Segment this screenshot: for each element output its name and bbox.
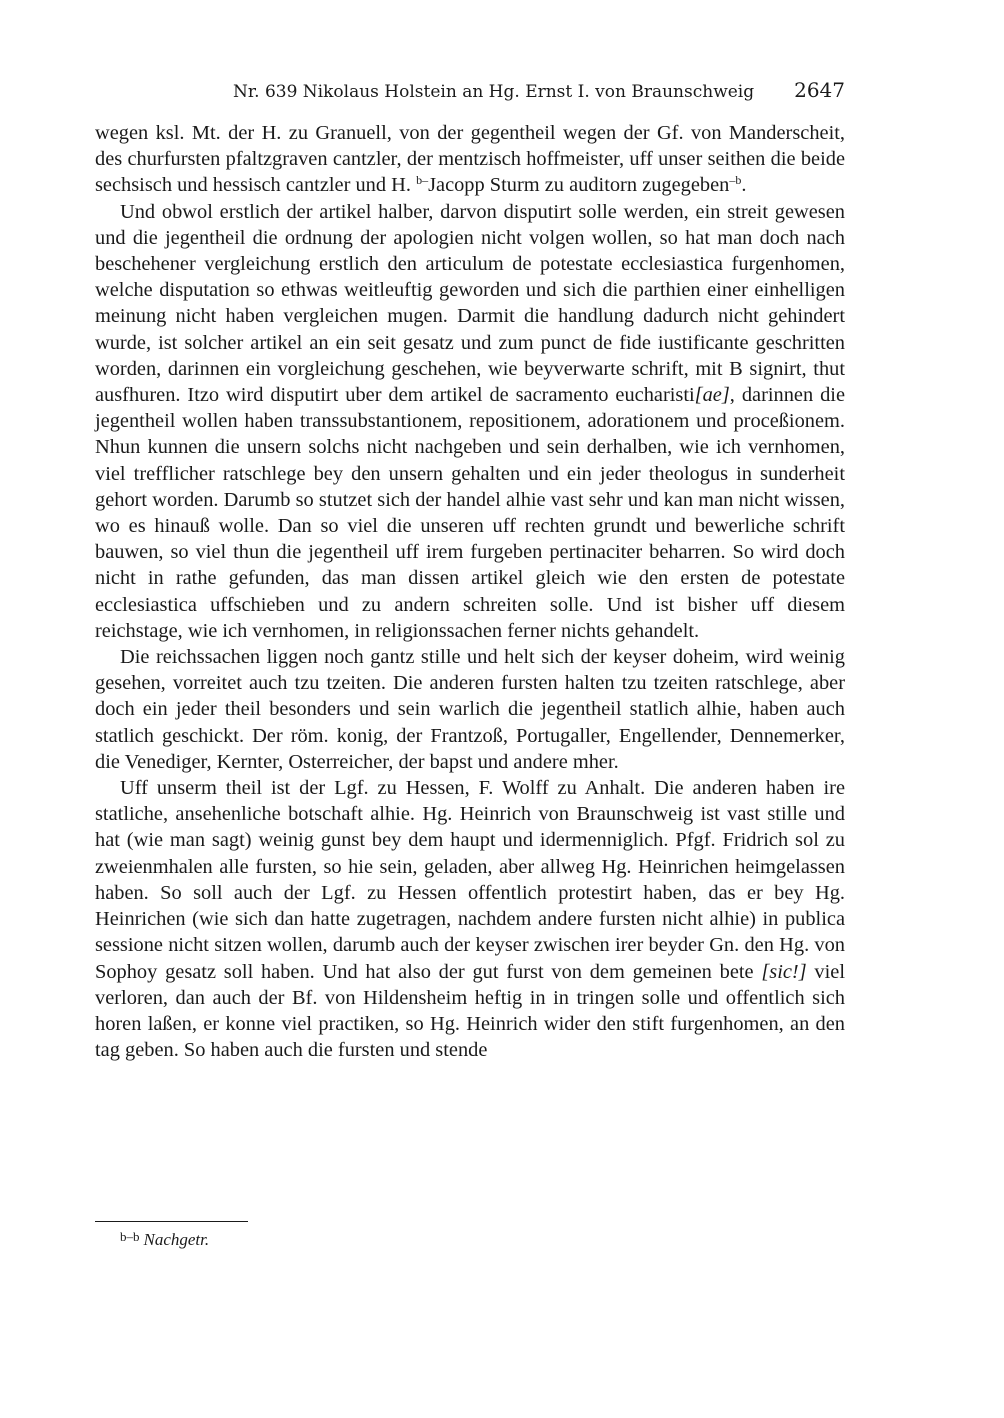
- paragraph-4: [95, 775, 845, 1063]
- paragraph-2-rest: , darinnen die jegentheil wollen haben transsubstantionem, repositionem, adorationem und proceßionem. Nhun kunnen die unsern solchs nicht nachgeben und sein derhalben, wie ich vernhomen, viel trefflicher ratschlege bey den unsern gehalten und ein jeder theologus in sunderheit gehort worden. Darumb so stutzet sich der handel alhie vast sehr und kan man nicht wissen, wo es hinauß wolle. Dan so viel die unseren uff rechten grundt und bewerliche schrift bauwen, so viel thun die jegentheil uff irem furgeben pertinaciter beharren. So wird doch nicht in rathe gefunden, das man dissen artikel gleich wie den ersten de potestate ecclesiastica uffschieben und zu andern schreiten solle. Und ist bisher uff diesem reichstage, wie ich vernhomen, in religionssachen ferner nichts gehandelt.: [95, 384, 845, 642]
- running-header: [95, 78, 845, 108]
- paragraph-1-end: .: [741, 174, 747, 197]
- editorial-sic: [sic!]: [761, 960, 807, 983]
- paragraph-4-text: Uff unserm theil ist der Lgf. zu Hessen, F. Wolff zu Anhalt. Die anderen haben ire statliche, ansehenliche botschaft alhie. Hg. Heinrich von Braunschweig ist vast stille und hat (wie man sagt) weinig gunst bey dem haupt und idermenniglich. Pfgf. Fridrich sol zu zweienmhalen alle fursten, so hie sein, geladen, aber allweg Hg. Heinrichen heimgelassen haben. So soll auch der Lgf. zu Hessen offentlich protestirt haben, das er bey Hg. Heinrichen (wie sich dan hatte zugetragen, nachdem andere fursten nicht alhie) in publica sessione nicht sitzen wollen, darumb auch der keyser zwischen irer beyder Gn. den Hg. von Sophoy gesatz soll haben. Und hat also der gut furst von dem gemeinen bete: [95, 777, 845, 983]
- footnote-mark: b–b: [120, 1229, 140, 1244]
- running-title: Nr. 639 Nikolaus Holstein an Hg. Ernst I. von Braunschweig: [233, 82, 755, 102]
- paragraph-2-text: Und obwol erstlich der artikel halber, darvon disputirt solle werden, ein streit gewesen und die jegentheil die ordnung der apologien nicht volgen wollen, so hat man doch nach beschehener vergleichung erstlich den articulum de potestate ecclesiastica furgenhomen, welche disputation so ethwas weitleuftig geworden und sich die parthien einer einhelligen meinung nicht haben vergleichen mugen. Darmit die handlung dadurch nicht gehindert wurde, ist solcher artikel an ein seit gesatz und zum punct de fide iustificante geschritten worden, darinnen ein vorgleichung geschehen, wie beyverwarte schrift, mit B signirt, thut ausfhuren. Itzo wird disputirt uber dem artikel de sacramento eucharisti: [95, 200, 845, 407]
- footnote-rule: [95, 1221, 248, 1222]
- page-number: 2647: [794, 78, 845, 102]
- paragraph-4-rest: viel verloren, dan auch der Bf. von Hildensheim heftig in in tringen solle und offentlich sich horen laßen, er konne viel practiken, so Hg. Heinrich wider den stift furgenhomen, an den tag geben. So haben auch die fursten und stende: [95, 960, 845, 1062]
- paragraph-1: [95, 120, 845, 199]
- paragraph-1-variant-text: Jacopp Sturm zu auditorn zugegeben: [428, 174, 730, 197]
- editorial-insertion: [ae]: [694, 384, 730, 407]
- paragraph-2: [95, 199, 845, 644]
- variant-mark-open: b–: [416, 173, 429, 188]
- footnote-text: Nachgetr.: [143, 1230, 210, 1249]
- paragraph-3: Die reichssachen liggen noch gantz stille und helt sich der keyser doheim, wird weinig gesehen, vorreitet auch tzu tzeiten. Die anderen fursten halten tzu tzeiten ratschlege, aber doch ein jeder theil besonders und sein warlich die jegentheil statlich alhie, haben auch statlich geschickt. Der röm. konig, der Frantzoß, Portugaller, Engellender, Dennemerker, die Venediger, Kernter, Osterreicher, der bapst und andere mher.: [95, 646, 845, 773]
- variant-mark-close: –b: [729, 173, 742, 188]
- main-text: [95, 120, 845, 1063]
- paragraph-1-text: wegen ksl. Mt. der H. zu Granuell, von der gegentheil wegen der Gf. von Manderscheit, des churfursten pfaltzgraven cantzler, der mentzisch hoffmeister, uff unser seithen die beide sechsisch und hessisch cantzler und H.: [95, 122, 845, 197]
- footnote: [120, 1229, 209, 1250]
